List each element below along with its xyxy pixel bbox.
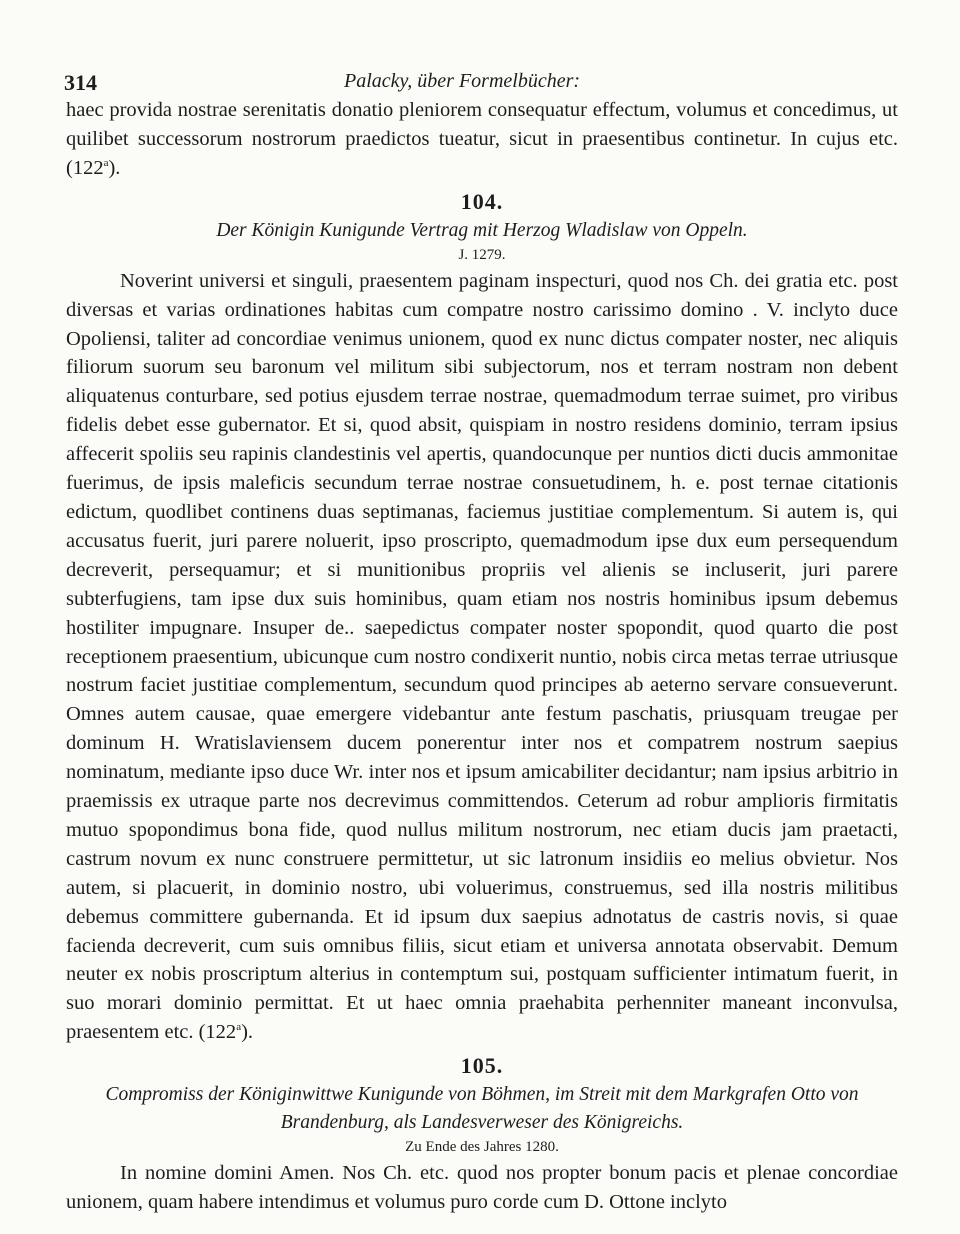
text-block [66,96,898,1217]
footnote-marker: a [103,156,109,169]
running-title: Palacky, über Formelbücher: [344,70,581,92]
section-105-paragraph [66,1159,898,1217]
intro-paragraph [66,96,898,183]
section-104-paragraph [66,267,898,1047]
section-104-number: 104. [460,188,504,214]
footnote-close: ). [241,1021,254,1044]
footnote-marker: a [236,1021,242,1034]
section-105-text: In nomine domini Amen. Nos Ch. etc. quod nos propter bonum pacis et plenae concordiae unionem, quam habere intendimus et volumus puro corde cum D. Ottone inclyto [66,1162,898,1214]
page-number: 314 [64,70,97,95]
intro-text: haec provida nostrae serenitatis donatio pleniorem consequatur effectum, volumus et concedimus, ut quilibet successorum nostrorum praedictos tueatur, sicut in praesentibus continetur. In cujus etc. (122 [66,99,898,179]
section-105-number: 105. [460,1053,504,1079]
section-104-title: Der Königin Kunigunde Vertrag mit Herzog Wladislaw von Oppeln. [216,219,748,241]
section-104-text: Noverint universi et singuli, praesentem paginam inspecturi, quod nos Ch. dei gratia etc. post diversas et varias ordinationes habitas cum compatre nostro carissimo domino . V. inclyto duce Opoliensi, taliter ad concordiae venimus unionem, quod ex nunc dictus compater noster, nec aliquis filiorum suorum seu baronum vel militum sibi subjectorum, nos et terram nostram non debent aliquatenus conturbare, sed potius ejusdem terrae nostrae, quemadmodum terrae suimet, pro viribus fidelis debet esse gubernator. Et si, quod absit, quispiam in nostro residens dominio, terram ipsius affecerit spoliis seu rapinis clandestinis vel apertis, quandocunque per nuntios dicti ducis ammonitae fuerimus, de ipsis maleficis secundum terrae nostrae consuetudinem, h. e. post ternae citationis edictum, quodlibet continens duas septimanas, faciemus justitiae complementum. Si autem is, qui accusatus fuerit, juri parere noluerit, ipso proscripto, quemadmodum ipse dux eum persequendum decreverit, persequamur; et si munitionibus propriis vel alienis se incluserit, juri parere subterfugiens, tam ipse dux suis hominibus, quam etiam nos nostris hominibus ipsum debemus hostiliter impugnare. Insuper de.. saepedictus compater noster spopondit, quod quarto die post receptionem praesentium, ubicunque cum nostro condixerit nuntio, nobis circa metas terrae utriusque nostrum faciet justitiae complementum, secundum quod principes ab aeterno servare consueverunt. Omnes autem causae, quae emergere videbantur ante festum paschatis, priusquam treugae per dominum H. Wratislaviensem ducem ponerentur inter nos et compatrem nostrum saepius nominatum, mediante ipso duce Wr. inter nos et ipsum amicabiliter decidantur; nam ipsius arbitrio in praemissis ex utraque parte nos decrevimus committendos. Ceterum ad robur amplioris firmitatis mutuo spopondimus bona fide, quod nullus militum nostrorum, nec etiam ducis jam praetacti, castrum novum ex nunc construere permittetur, ut sic latronum insidiis eo melius obvietur. Nos autem, si placuerit, in dominio nostro, ubi voluerimus, construemus, sed illa nostris militibus debemus committere gubernanda. Et id ipsum dux saepius adnotatus de castris novis, si quae facienda decreverit, cum suis omnibus filiis, sicut etiam et universa annotata observabit. Demum neuter ex nobis proscriptum alterius in contemptum sui, postquam sufficienter intimatum fuerit, in suo morari dominio permittat. Et ut haec omnia praehabita perhenniter maneant inconvulsa, praesentem etc. (122 [66,269,898,1044]
section-104-date: J. 1279. [458,246,506,263]
footnote-close: ). [108,156,121,179]
section-105-date: Zu Ende des Jahres 1280. [405,1139,559,1156]
section-105-title: Compromiss der Königinwittwe Kunigunde von Böhmen, im Streit mit dem Markgrafen Otto von Brandenburg, als Landesverweser des Königreichs. [105,1084,859,1134]
